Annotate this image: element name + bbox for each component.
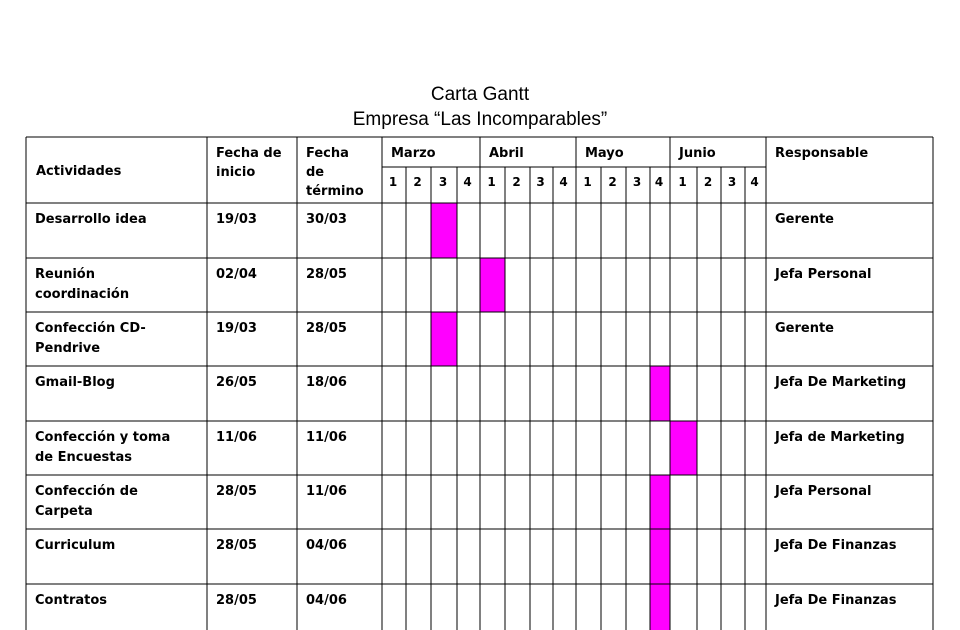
responsible: Jefa De Finanzas [775, 593, 897, 608]
header-fecha-termino: de [306, 165, 325, 180]
month-label: Marzo [391, 146, 436, 161]
week-label: 1 [678, 175, 687, 189]
end-date: 11/06 [306, 430, 347, 445]
week-label: 2 [608, 175, 617, 189]
gantt-bar [650, 366, 670, 421]
start-date: 02/04 [216, 267, 257, 282]
header-responsable: Responsable [775, 146, 869, 161]
chart-title: Carta Gantt [430, 84, 530, 105]
header-fecha-inicio: Fecha de [216, 146, 282, 161]
responsible: Gerente [775, 321, 835, 336]
start-date: 19/03 [216, 321, 257, 336]
end-date: 04/06 [306, 593, 347, 608]
activity-name: coordinación [35, 287, 130, 302]
activity-name: Carpeta [35, 504, 93, 519]
end-date: 18/06 [306, 375, 347, 390]
gantt-bar [480, 258, 505, 312]
start-date: 28/05 [216, 593, 257, 608]
responsible: Jefa de Marketing [775, 430, 905, 445]
activity-name: Confección y toma [35, 430, 171, 445]
month-label: Abril [489, 146, 524, 161]
header-fecha-termino: Fecha [306, 146, 349, 161]
end-date: 28/05 [306, 321, 347, 336]
month-label: Junio [679, 146, 716, 161]
responsible: Jefa Personal [775, 267, 872, 282]
activity-name: Contratos [35, 593, 108, 608]
start-date: 28/05 [216, 484, 257, 499]
week-label: 4 [654, 175, 664, 189]
activity-name: Curriculum [35, 538, 116, 553]
start-date: 19/03 [216, 212, 257, 227]
week-label: 1 [583, 175, 592, 189]
gantt-bar [650, 529, 670, 584]
week-label: 2 [413, 175, 422, 189]
gantt-bar [431, 312, 457, 366]
end-date: 28/05 [306, 267, 347, 282]
gantt-bar [431, 203, 457, 258]
activity-name: Reunión [35, 267, 95, 282]
company-subtitle: Empresa “Las Incomparables” [352, 109, 608, 130]
month-label: Mayo [585, 146, 624, 161]
week-label: 4 [463, 175, 472, 189]
week-label: 1 [487, 175, 496, 189]
start-date: 28/05 [216, 538, 257, 553]
week-label: 2 [703, 175, 713, 189]
responsible: Jefa De Finanzas [775, 538, 897, 553]
week-label: 2 [512, 175, 521, 189]
activity-name: Pendrive [35, 341, 101, 356]
responsible: Jefa De Marketing [775, 375, 907, 390]
activity-name: Desarrollo idea [35, 212, 147, 227]
start-date: 26/05 [216, 375, 257, 390]
end-date: 30/03 [306, 212, 347, 227]
header-fecha-termino: término [306, 184, 364, 199]
gantt-bar [670, 421, 697, 475]
responsible: Gerente [775, 212, 835, 227]
responsible: Jefa Personal [775, 484, 872, 499]
activity-name: de Encuestas [35, 450, 133, 465]
week-label: 1 [388, 175, 398, 189]
week-label: 3 [536, 175, 545, 189]
activity-name: Confección de [35, 484, 138, 499]
activity-name: Gmail-Blog [35, 375, 115, 390]
gantt-bar [650, 475, 670, 529]
header-fecha-inicio: inicio [216, 165, 256, 180]
week-label: 3 [632, 175, 642, 189]
start-date: 11/06 [216, 430, 257, 445]
week-label: 4 [559, 175, 568, 189]
week-label: 4 [750, 175, 759, 189]
end-date: 04/06 [306, 538, 347, 553]
gantt-bar [650, 584, 670, 630]
week-label: 3 [727, 175, 737, 189]
activity-name: Confección CD- [35, 321, 146, 336]
end-date: 11/06 [306, 484, 347, 499]
week-label: 3 [438, 175, 448, 189]
header-actividades: Actividades [36, 164, 122, 179]
